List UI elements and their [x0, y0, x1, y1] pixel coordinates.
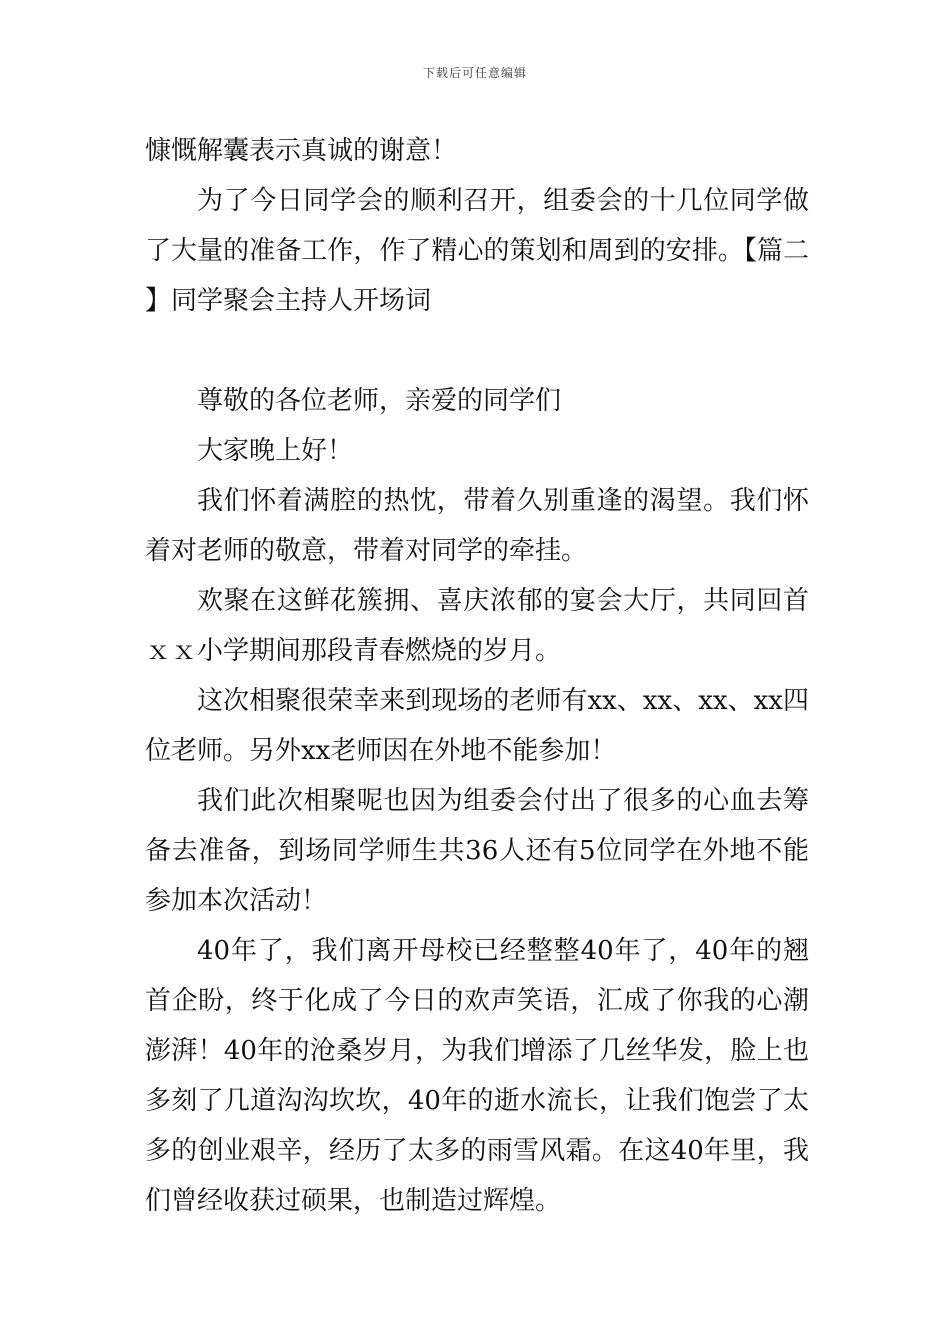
paragraph-6: 欢聚在这鲜花簇拥、喜庆浓郁的宴会大厅，共同回首ｘｘ小学期间那段青春燃烧的岁月。 — [145, 586, 809, 666]
paragraph-8: 我们此次相聚呢也因为组委会付出了很多的心血去筹备去准备，到场同学师生共36人还有5位同学在外地不能参加本次活动！ — [145, 786, 809, 916]
document-body — [145, 126, 809, 1226]
paragraph-7: 这次相聚很荣幸来到现场的老师有xx、xx、xx、xx四位老师。另外xx老师因在外地不能参加！ — [145, 686, 809, 766]
paragraph-1: 慷慨解囊表示真诚的谢意！ — [145, 136, 458, 166]
paragraph-3: 尊敬的各位老师，亲爱的同学们 — [197, 386, 562, 416]
paragraph-9: 40年了，我们离开母校已经整整40年了，40年的翘首企盼，终于化成了今日的欢声笑语，汇成了你我的心潮澎湃！40年的沧桑岁月，为我们增添了几丝华发，脸上也多刻了几道沟沟坎坎，40年的逝水流长，让我们饱尝了太多的创业艰辛，经历了太多的雨雪风霜。在这40年里，我们曾经收获过硕果，也制造过辉煌。 — [145, 936, 809, 1216]
paragraph-4: 大家晚上好！ — [197, 436, 354, 466]
paragraph-gap — [145, 326, 809, 376]
paragraph-2: 为了今日同学会的顺利召开，组委会的十几位同学做了大量的准备工作，作了精心的策划和周到的安排。【篇二】同学聚会主持人开场词 — [145, 186, 809, 316]
paragraph-5: 我们怀着满腔的热忱，带着久别重逢的渴望。我们怀着对老师的敬意，带着对同学的牵挂。 — [145, 486, 809, 566]
header-note: 下载后可任意编辑 — [422, 66, 527, 80]
